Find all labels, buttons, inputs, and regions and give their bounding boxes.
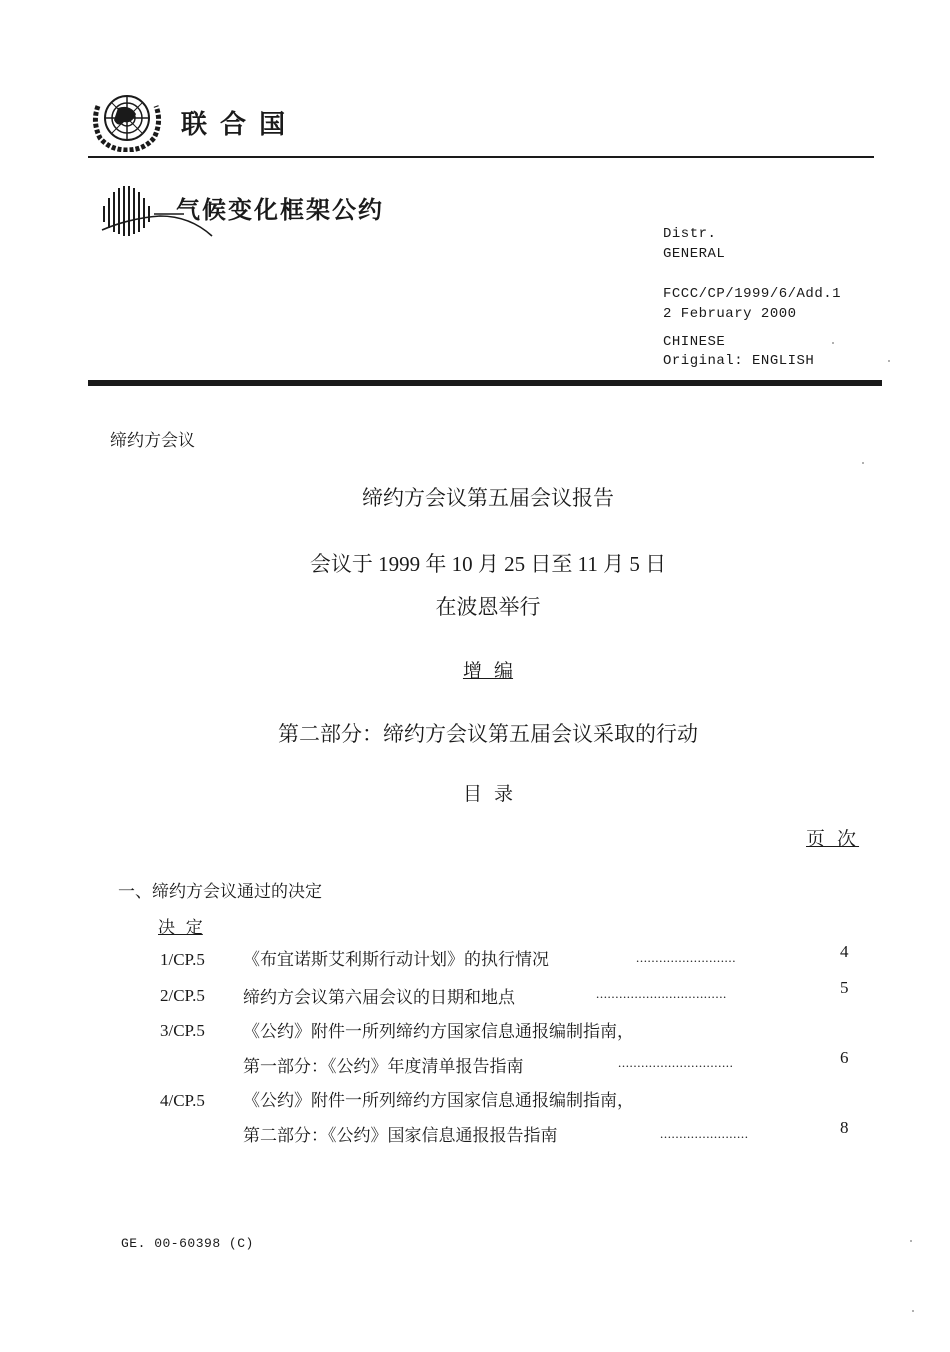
toc-entry-subtitle: 第二部分：《公约》国家信息通报报告指南 <box>243 1126 558 1146</box>
convention-name: 气候变化框架公约 <box>176 196 384 224</box>
contents-heading: 目 录 <box>462 783 514 805</box>
session-dates: 会议于 1999 年 10 月 25 日至 11 月 5 日 <box>309 552 667 576</box>
scan-speck <box>912 1310 914 1312</box>
page-column-heading: 页 次 <box>806 828 860 850</box>
job-number: GE. 00-60398 (C) <box>121 1236 254 1251</box>
distr-label: Distr. <box>663 226 717 242</box>
toc-entry-number: 4/CP.5 <box>160 1091 205 1110</box>
un-emblem-icon <box>88 86 166 152</box>
toc-dot-leader: .................................. <box>596 986 727 1001</box>
toc-dot-leader: .............................. <box>618 1055 734 1070</box>
toc-entry-title: 《公约》附件一所列缔约方国家信息通报编制指南， <box>243 1091 634 1111</box>
document-language: CHINESE <box>663 334 726 350</box>
part-title: 第二部分：缔约方会议第五届会议采取的行动 <box>278 722 698 746</box>
toc-dot-leader: ....................... <box>660 1126 749 1141</box>
report-title: 缔约方会议第五届会议报告 <box>362 486 614 510</box>
toc-entry-title: 《公约》附件一所列缔约方国家信息通报编制指南， <box>243 1022 634 1042</box>
original-language: Original: ENGLISH <box>663 353 815 369</box>
document-date: 2 February 2000 <box>663 306 797 322</box>
toc-entry-subtitle: 第一部分：《公约》年度清单报告指南 <box>243 1057 524 1077</box>
toc-entry-title: 《布宜诺斯艾利斯行动计划》的执行情况 <box>243 950 549 970</box>
toc-decisions-label: 决 定 <box>158 918 203 938</box>
org-name: 联 合 国 <box>181 110 288 140</box>
toc-entry-page: 6 <box>840 1048 849 1067</box>
distr-value: GENERAL <box>663 246 726 262</box>
toc-entry-title: 缔约方会议第六届会议的日期和地点 <box>243 988 515 1008</box>
toc-entry-number: 2/CP.5 <box>160 986 205 1005</box>
toc-entry-page: 8 <box>840 1118 849 1137</box>
header-rule-bottom <box>88 380 882 386</box>
toc-entry-page: 5 <box>840 978 849 997</box>
toc-entry-number: 1/CP.5 <box>160 950 205 969</box>
toc-entry-number: 3/CP.5 <box>160 1021 205 1040</box>
scan-speck <box>862 462 864 464</box>
scan-speck <box>888 360 890 362</box>
toc-entry-page: 4 <box>840 942 849 961</box>
body-name: 缔约方会议 <box>110 431 195 451</box>
session-place: 在波恩举行 <box>435 595 541 619</box>
document-symbol: FCCC/CP/1999/6/Add.1 <box>663 286 842 302</box>
toc-dot-leader: .......................... <box>636 950 737 965</box>
header-rule-top <box>88 156 874 158</box>
toc-section-heading: 一、缔约方会议通过的决定 <box>118 882 322 902</box>
scan-speck <box>910 1240 912 1242</box>
scan-speck <box>832 342 834 344</box>
addendum-heading: 增 编 <box>462 660 514 682</box>
